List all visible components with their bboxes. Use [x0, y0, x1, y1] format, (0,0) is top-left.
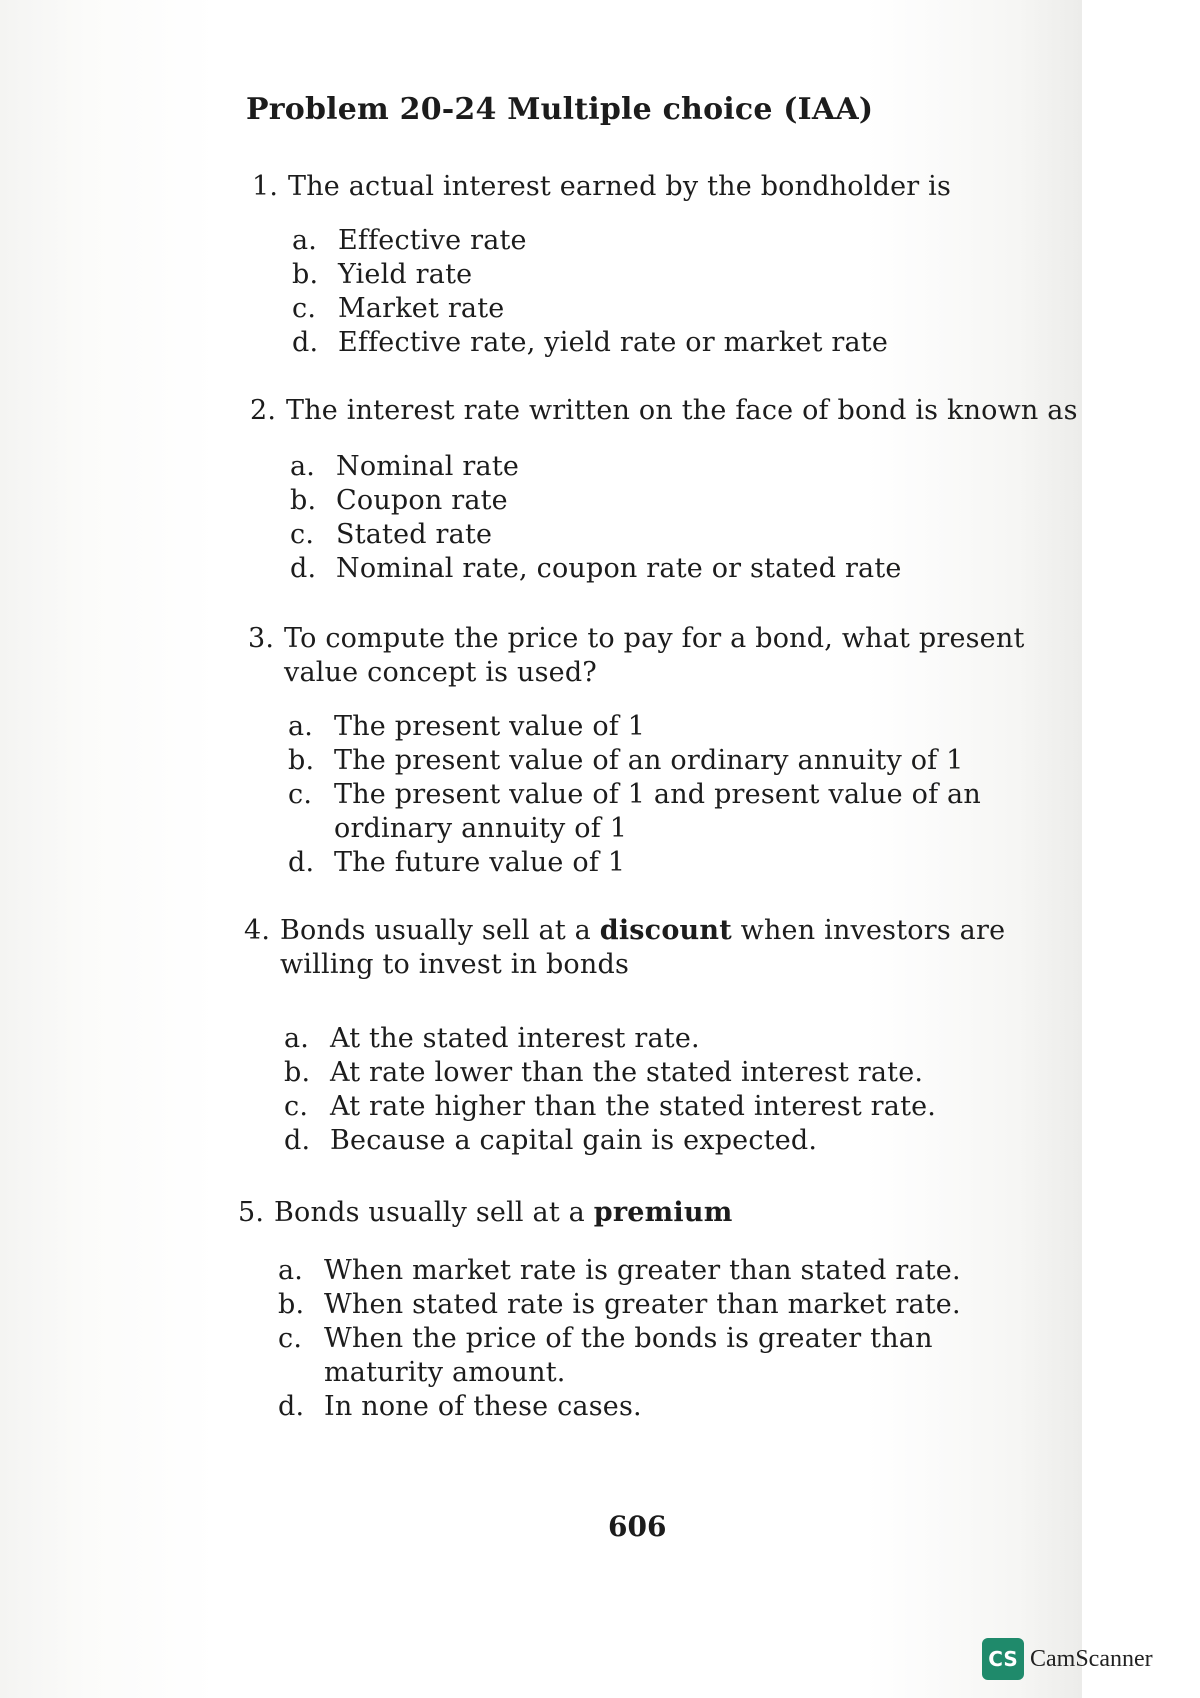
option-text: Because a capital gain is expected. [330, 1125, 818, 1156]
option-letter: b. [284, 1057, 311, 1088]
question-number: 5. [238, 1197, 265, 1228]
option-letter: c. [292, 293, 317, 324]
camscanner-name: CamScanner [1030, 1645, 1153, 1672]
question-text: To compute the price to pay for a bond, what present value concept is used? [284, 623, 1025, 688]
page-number: 606 [608, 1510, 667, 1543]
option-letter: c. [278, 1323, 303, 1354]
option-letter: d. [292, 327, 319, 358]
option-letter: d. [278, 1391, 305, 1422]
question-number: 4. [244, 915, 271, 946]
option-letter: d. [290, 553, 317, 584]
problem-title: Problem 20-24 Multiple choice (IAA) [246, 92, 874, 127]
option-text: When the price of the bonds is greater than maturity amount. [324, 1323, 933, 1388]
option-letter: a. [290, 451, 316, 482]
option-text: Yield rate [338, 259, 473, 290]
option-text: In none of these cases. [324, 1391, 642, 1422]
page-margin [1082, 0, 1200, 1610]
question-number: 3. [248, 623, 275, 654]
option-text: Effective rate, yield rate or market rate [338, 327, 889, 358]
option-letter: d. [288, 847, 315, 878]
camscanner-logo-icon: CS [982, 1638, 1024, 1680]
option-text: The present value of an ordinary annuity of 1 [334, 745, 964, 776]
option-text: When market rate is greater than stated rate. [324, 1255, 961, 1286]
option-letter: c. [290, 519, 315, 550]
option-text: The future value of 1 [334, 847, 626, 878]
option-text: When stated rate is greater than market rate. [324, 1289, 961, 1320]
question-keyword: discount [599, 915, 732, 946]
option-letter: b. [288, 745, 315, 776]
question-2 [250, 394, 1078, 594]
option-text: Nominal rate [336, 451, 520, 482]
option-letter: c. [288, 779, 313, 810]
option-letter: b. [278, 1289, 305, 1320]
option-text: Stated rate [336, 519, 493, 550]
question-5 [238, 1196, 1068, 1436]
option-text: At the stated interest rate. [330, 1023, 700, 1054]
option-text: The present value of 1 and present value of an ordinary annuity of 1 [334, 779, 981, 844]
option-letter: b. [292, 259, 319, 290]
question-number: 2. [250, 395, 277, 426]
option-text: The present value of 1 [334, 711, 646, 742]
question-text-start: Bonds usually sell at a [280, 915, 600, 946]
question-keyword: premium [593, 1197, 733, 1228]
option-letter: a. [284, 1023, 310, 1054]
option-letter: a. [288, 711, 314, 742]
option-text: Nominal rate, coupon rate or stated rate [336, 553, 902, 584]
question-text [280, 914, 1060, 982]
option-letter: b. [290, 485, 317, 516]
option-letter: c. [284, 1091, 309, 1122]
question-text: The actual interest earned by the bondholder is [288, 171, 952, 202]
option-letter: a. [292, 225, 318, 256]
question-text-start: Bonds usually sell at a [274, 1197, 594, 1228]
question-text [274, 1196, 1054, 1230]
question-4 [244, 914, 1064, 1164]
option-text: Effective rate [338, 225, 527, 256]
option-letter: a. [278, 1255, 304, 1286]
question-text: The interest rate written on the face of bond is known as [286, 395, 1078, 426]
option-letter: d. [284, 1125, 311, 1156]
option-text: At rate lower than the stated interest rate. [330, 1057, 924, 1088]
question-text-end: when investors are willing to invest in bonds [280, 915, 1006, 980]
camscanner-watermark [982, 1638, 1153, 1680]
question-number: 1. [252, 171, 279, 202]
option-text: Coupon rate [336, 485, 508, 516]
question-1 [252, 170, 1052, 370]
question-3 [248, 622, 1068, 892]
option-text: At rate higher than the stated interest rate. [330, 1091, 937, 1122]
option-text: Market rate [338, 293, 505, 324]
